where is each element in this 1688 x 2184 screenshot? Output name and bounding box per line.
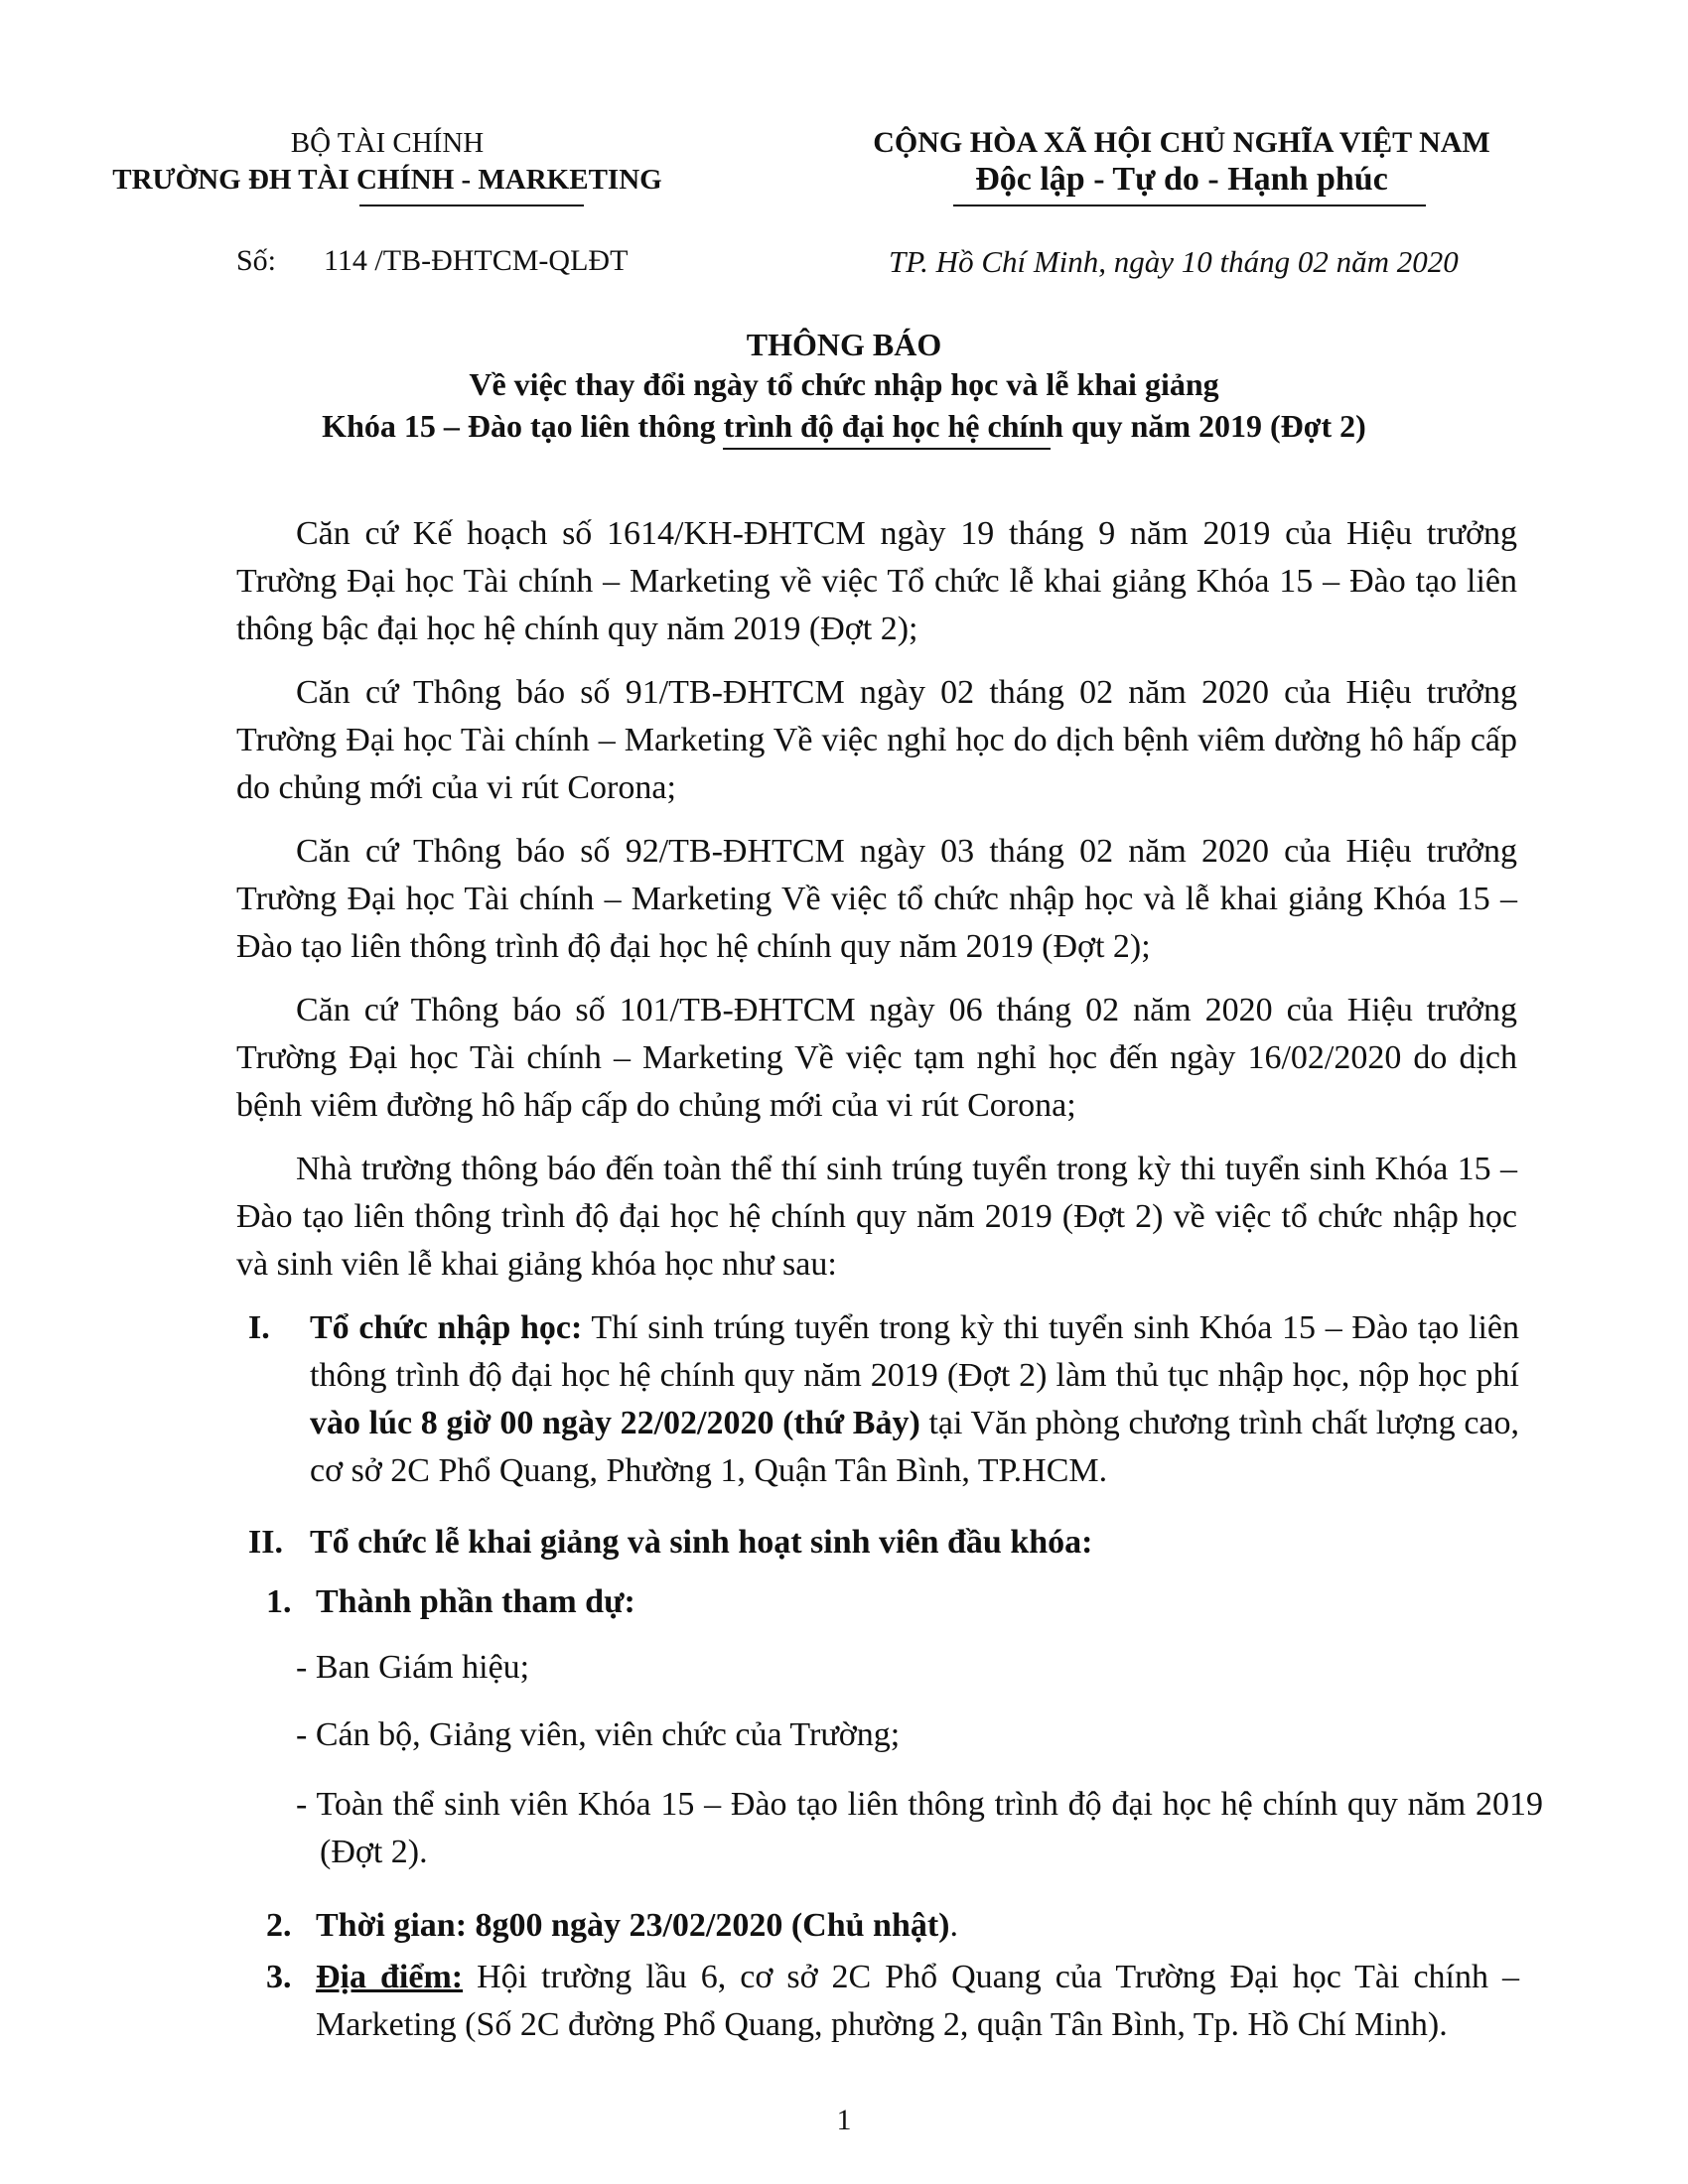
page-number: 1 — [836, 2104, 852, 2136]
number-value: 114 /TB-ĐHTCM-QLĐT — [324, 244, 629, 277]
section-1-heading: Tổ chức nhập học: — [310, 1309, 583, 1346]
item-1-number: 1. — [266, 1583, 292, 1620]
item-3-body: Hội trường lầu 6, cơ sở 2C Phổ Quang của Trường Đại học Tài chính – Marketing (Số 2C đường Phổ Quang, phường 2, quận Tân Bình, Tp. Hồ Chí Minh). — [316, 1959, 1519, 2043]
item-2-tail: . — [949, 1907, 958, 1944]
title-underline — [723, 448, 1051, 450]
section-2-numeral: II. — [248, 1524, 283, 1561]
item-3-text — [316, 1954, 1519, 2049]
motto: Độc lập - Tự do - Hạnh phúc — [975, 161, 1388, 198]
paragraph-basis-2: Căn cứ Thông báo số 91/TB-ĐHTCM ngày 02 tháng 02 năm 2020 của Hiệu trưởng Trường Đại học Tài chính – Marketing Về việc nghỉ học do dịch bệnh viêm dường hô hấp cấp do chủng mới của vi rút Corona; — [236, 674, 1517, 806]
item-1-heading: Thành phần tham dự: — [316, 1583, 635, 1620]
attendee-item: - Cán bộ, Giảng viên, viên chức của Trường; — [296, 1716, 901, 1753]
attendee-item: - Ban Giám hiệu; — [296, 1649, 530, 1686]
item-2-number: 2. — [266, 1907, 292, 1944]
paragraph-announcement: Nhà trường thông báo đến toàn thể thí sinh trúng tuyển trong kỳ thi tuyển sinh Khóa 15 – Đào tạo liên thông trình độ đại học hệ chính quy năm 2019 (Đợt 2) về việc tổ chức nhập học và sinh viên lễ khai giảng khóa học như sau: — [236, 1151, 1517, 1283]
section-1-text-b: tại Văn phòng chương trình chất lượng cao, cơ sở 2C Phổ Quang, Phường 1, Quận Tân Bình, TP.HCM. — [310, 1405, 1519, 1489]
section-1-text-a: Thí sinh trúng tuyển trong kỳ thi tuyển sinh Khóa 15 – Đào tạo liên thông trình độ đại học hệ chính quy năm 2019 (Đợt 2) làm thủ tục nhập học, nộp học phí — [310, 1309, 1519, 1394]
section-1-time: vào lúc 8 giờ 00 ngày 22/02/2020 (thứ Bảy) — [310, 1405, 920, 1441]
school-name: TRƯỜNG ĐH TÀI CHÍNH - MARKETING — [112, 164, 662, 196]
motto-underline — [953, 205, 1426, 206]
attendee-item: - Toàn thể sinh viên Khóa 15 – Đào tạo liên thông trình độ đại học hệ chính quy năm 2019 (Đợt 2). — [296, 1786, 1543, 1870]
section-2-heading: Tổ chức lễ khai giảng và sinh hoạt sinh viên đầu khóa: — [310, 1524, 1093, 1561]
doc-title: THÔNG BÁO — [746, 327, 942, 362]
item-3-heading: Địa điểm: — [316, 1959, 464, 1995]
section-1-numeral: I. — [248, 1309, 270, 1346]
doc-subtitle-1: Về việc thay đổi ngày tổ chức nhập học và lễ khai giảng — [469, 366, 1219, 402]
paragraph-basis-4: Căn cứ Thông báo số 101/TB-ĐHTCM ngày 06 tháng 02 năm 2020 của Hiệu trưởng Trường Đại học Tài chính – Marketing Về việc tạm nghỉ học đến ngày 16/02/2020 do dịch bệnh viêm đường hô hấp cấp do chủng mới của vi rút Corona; — [236, 992, 1517, 1124]
document-number — [236, 243, 628, 279]
paragraph-basis-1: Căn cứ Kế hoạch số 1614/KH-ĐHTCM ngày 19 tháng 9 năm 2019 của Hiệu trưởng Trường Đại học Tài chính – Marketing về việc Tổ chức lễ khai giảng Khóa 15 – Đào tạo liên thông bậc đại học hệ chính quy năm 2019 (Đợt 2); — [236, 515, 1517, 647]
paragraph-basis-3: Căn cứ Thông báo số 92/TB-ĐHTCM ngày 03 tháng 02 năm 2020 của Hiệu trưởng Trường Đại học Tài chính – Marketing Về việc tổ chức nhập học và lễ khai giảng Khóa 15 – Đào tạo liên thông trình độ đại học hệ chính quy năm 2019 (Đợt 2); — [236, 833, 1517, 965]
item-2-text — [316, 1902, 1519, 1950]
item-3-number: 3. — [266, 1959, 292, 1995]
item-2-heading: Thời gian: 8g00 ngày 23/02/2020 (Chủ nhật) — [316, 1907, 950, 1944]
ministry-name: BỘ TÀI CHÍNH — [290, 127, 485, 159]
country-name: CỘNG HÒA XÃ HỘI CHỦ NGHĨA VIỆT NAM — [873, 126, 1490, 159]
number-label: Số: — [236, 244, 277, 277]
place-date: TP. Hồ Chí Minh, ngày 10 tháng 02 năm 2020 — [889, 244, 1459, 279]
section-1-text — [310, 1304, 1519, 1495]
school-underline — [359, 205, 584, 206]
doc-subtitle-2: Khóa 15 – Đào tạo liên thông trình độ đại học hệ chính quy năm 2019 (Đợt 2) — [322, 408, 1366, 444]
